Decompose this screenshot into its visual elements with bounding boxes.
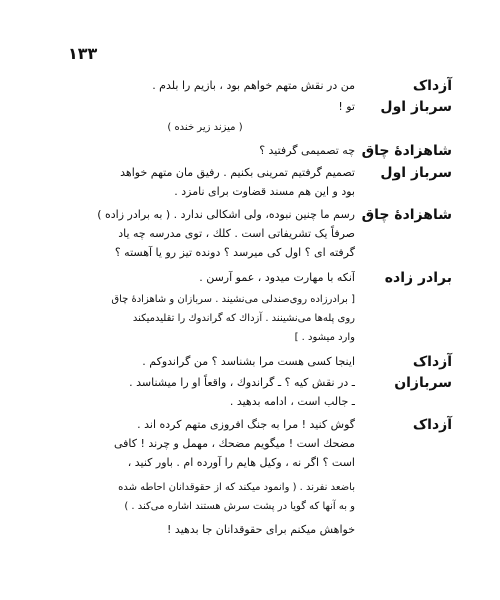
stage-direction [55, 520, 355, 539]
stage-direction [55, 478, 355, 516]
speaker-name: شاهزادۀ چاق [361, 207, 452, 223]
text-line: خواهش میکنم برای حقوقدانان جا بدهید ! [167, 523, 355, 536]
text-line: باضعد نفرند . ( وانمود میکند که از حقوقدانان احاطه شده [118, 482, 355, 493]
dialogue-text [55, 76, 355, 95]
speaker-name: آزداک [412, 354, 452, 370]
speaker-name: آزداک [412, 417, 452, 433]
text-line: بود و این هم مسند قضاوت برای نامزد . [174, 185, 355, 198]
text-line: است ؟ اگر نه ، وکیل هایم را آورده ام . باور کنید ، [127, 456, 355, 469]
stage-direction [55, 290, 355, 347]
dialogue-text [55, 205, 355, 262]
speaker-name: سرباز اول [380, 165, 452, 181]
text-line: گرفته ای ؟ اول کی میرسد ؟ دونده تیز رو یا آهسته ؟ [114, 246, 355, 259]
text-line: ( میزند زیر خنده ) [167, 122, 243, 133]
text-line: روی پله‌ها می‌نشینند . آزداك كه گراندوك را تقلیدمیکند [132, 313, 355, 324]
text-line: رسم ما چنین نبوده، ولی اشکالی ندارد . ( به برادر زاده ) [97, 208, 355, 221]
text-line: و به آنها که گویا در پشت سرش هستند اشاره می‌کند . ) [124, 501, 355, 512]
dialogue-text [55, 415, 355, 472]
page-number: ۱۳۳ [68, 44, 98, 63]
text-line: اینجا کسی هست مرا بشناسد ؟ من گراندوکم . [142, 355, 355, 368]
dialogue-text [55, 163, 355, 201]
text-line: آنکه با مهارت میدود ، عمو آرسن . [199, 271, 355, 284]
speaker-name: شاهزادۀ چاق [361, 143, 452, 159]
speaker-name: سرباز اول [380, 99, 452, 115]
dialogue-text [55, 268, 355, 287]
text-line: ـ در نقش کیه ؟ ـ گراندوك ، واقعاً او را میشناسد . [129, 376, 355, 389]
speaker-name: سربازان [394, 375, 452, 391]
text-line: چه تصمیمی گرفتید ؟ [259, 144, 355, 157]
text-line: ـ جالب است ، ادامه بدهید . [229, 395, 355, 408]
text-line: وارد میشود . ] [294, 332, 355, 343]
text-line: صرفاً یک تشریفاتی است . کلك ، توی مدرسه چه یاد [118, 227, 355, 240]
text-line: تو ! [338, 100, 355, 113]
speaker-name: برادر زاده [384, 270, 452, 286]
text-line: مضحك است ! میگویم مضحك ، مهمل و چرند ! کافی [113, 437, 355, 450]
speaker-name: آزداک [412, 78, 452, 94]
text-line: تصمیم گرفتیم تمرینی بکنیم . رفیق مان متهم خواهد [120, 166, 355, 179]
dialogue-text [55, 373, 355, 411]
dialogue-text [55, 141, 355, 160]
dialogue-text [55, 352, 355, 371]
dialogue-text [55, 97, 355, 116]
text-line: گوش کنید ! مرا به جنگ افروزی متهم کرده اند . [137, 418, 355, 431]
text-line: [ برادرزاده روی‌صندلی می‌نشیند . سربازان و شاهزادۀ چاق [111, 294, 355, 305]
stage-direction [55, 118, 355, 137]
text-line: من در نقش متهم خواهم بود ، بازیم را بلدم . [152, 79, 355, 92]
